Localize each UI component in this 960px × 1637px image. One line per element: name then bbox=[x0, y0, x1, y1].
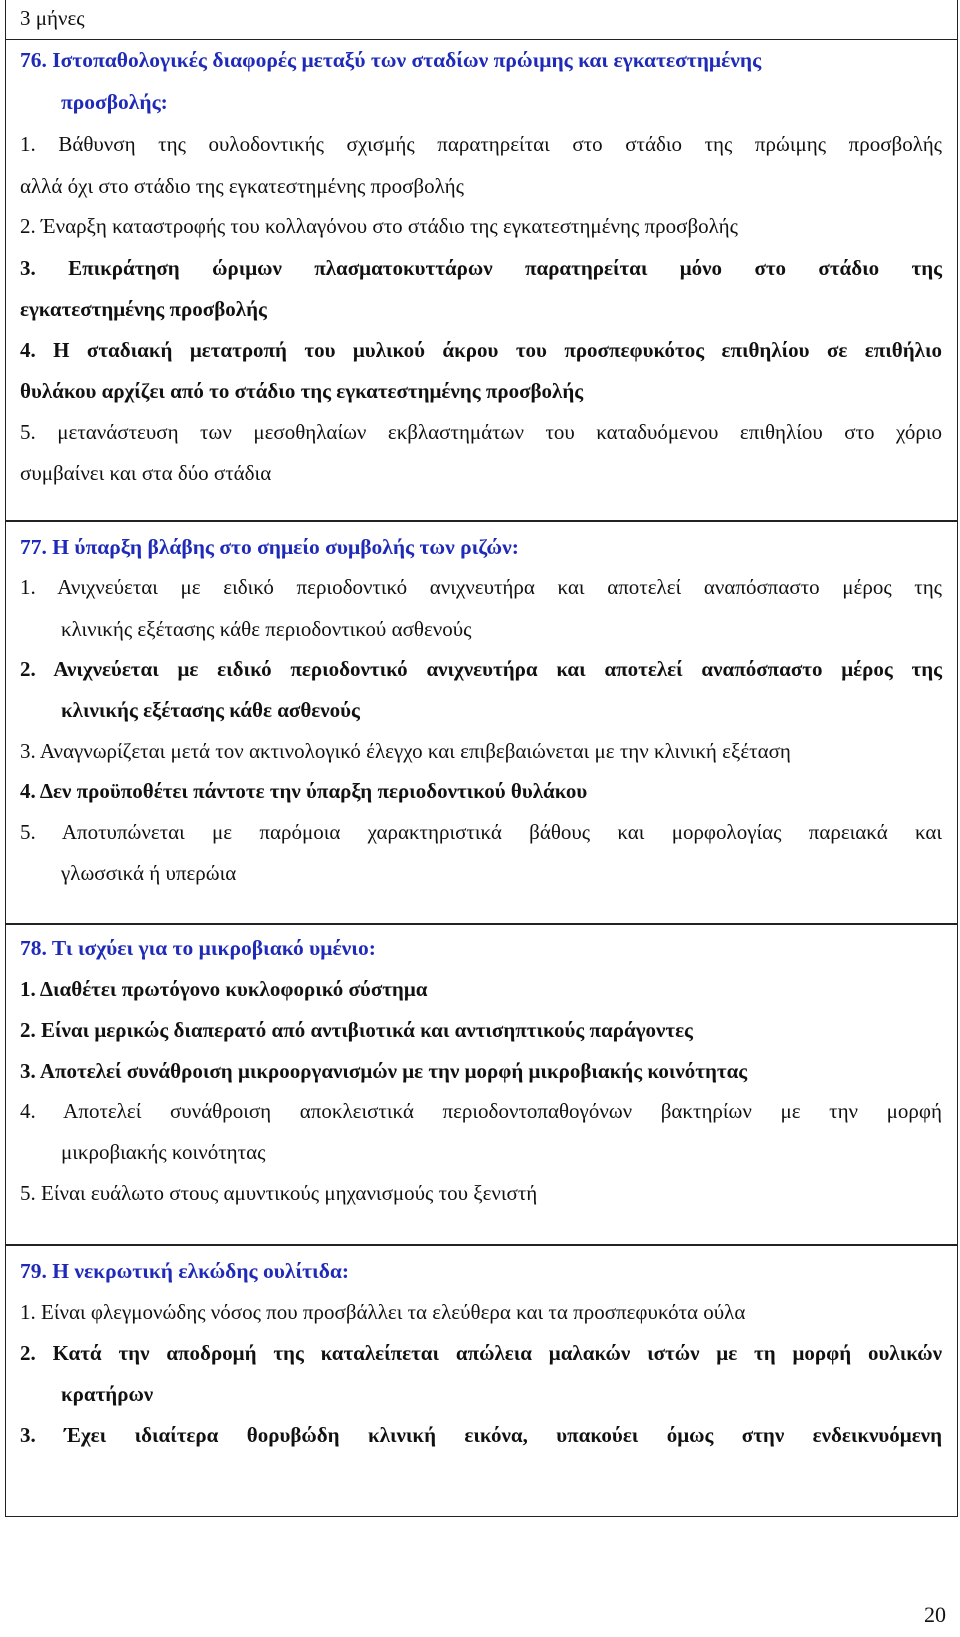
answer-option-3-continued: εγκατεστημένης προσβολής bbox=[20, 297, 267, 321]
answer-option-5-continued: συμβαίνει και στα δύο στάδια bbox=[20, 461, 272, 485]
answer-option-4-continued: θυλάκου αρχίζει από το στάδιο της εγκατεστημένης προσβολής bbox=[20, 379, 584, 403]
answer-option-4: 4. Δεν προϋποθέτει πάντοτε την ύπαρξη περιοδοντικού θυλάκου bbox=[20, 779, 588, 803]
question-box-76 bbox=[5, 0, 958, 521]
answer-option-5: 5. Είναι ευάλωτο στους αμυντικούς μηχανισμούς του ξενιστή bbox=[20, 1181, 538, 1205]
answer-option-5-continued: γλωσσικά ή υπερώια bbox=[61, 861, 237, 885]
answer-option-1: 1. Βάθυνση της ουλοδοντικής σχισμής παρατηρείται στο στάδιο της πρώιμης προσβολής bbox=[20, 132, 942, 156]
previous-answer-fragment: 3 μήνες bbox=[20, 6, 85, 30]
question-title: 77. Η ύπαρξη βλάβης στο σημείο συμβολής των ριζών: bbox=[20, 535, 519, 559]
question-title: 79. Η νεκρωτική ελκώδης ουλίτιδα: bbox=[20, 1259, 350, 1283]
answer-option-1: 1. Διαθέτει πρωτόγονο κυκλοφορικό σύστημα bbox=[20, 977, 428, 1001]
answer-option-2: 2. Κατά την αποδρομή της καταλείπεται απώλεια μαλακών ιστών με τη μορφή ουλικών bbox=[20, 1341, 942, 1365]
answer-option-2: 2. Είναι μερικώς διαπερατό από αντιβιοτικά και αντισηπτικούς παράγοντες bbox=[20, 1018, 693, 1042]
answer-option-3: 3. Αποτελεί συνάθροιση μικροοργανισμών με την μορφή μικροβιακής κοινότητας bbox=[20, 1059, 748, 1083]
question-box-79 bbox=[5, 1245, 958, 1517]
question-box-78 bbox=[5, 924, 958, 1245]
divider bbox=[6, 39, 957, 40]
answer-option-5: 5. Αποτυπώνεται με παρόμοια χαρακτηριστικά βάθους και μορφολογίας παρειακά και bbox=[20, 820, 942, 844]
answer-option-1-continued: κλινικής εξέτασης κάθε περιοδοντικού ασθενούς bbox=[61, 617, 472, 641]
answer-option-1-continued: αλλά όχι στο στάδιο της εγκατεστημένης προσβολής bbox=[20, 174, 464, 198]
page-number: 20 bbox=[924, 1602, 946, 1627]
answer-option-2-continued: κρατήρων bbox=[61, 1382, 154, 1406]
answer-option-5: 5. μετανάστευση των μεσοθηλαίων εκβλαστημάτων του καταδυόμενου επιθηλίου στο χόριο bbox=[20, 420, 942, 444]
answer-option-1: 1. Είναι φλεγμονώδης νόσος που προσβάλλει τα ελεύθερα και τα προσπεφυκότα ούλα bbox=[20, 1300, 746, 1324]
answer-option-2: 2. Ανιχνεύεται με ειδικό περιοδοντικό ανιχνευτήρα και αποτελεί αναπόσπαστο μέρος της bbox=[20, 657, 942, 681]
answer-option-3: 3. Επικράτηση ώριμων πλασματοκυττάρων παρατηρείται μόνο στο στάδιο της bbox=[20, 256, 942, 280]
question-box-77 bbox=[5, 521, 958, 924]
question-title-continued: προσβολής: bbox=[61, 90, 168, 114]
question-title: 78. Τι ισχύει για το μικροβιακό υμένιο: bbox=[20, 936, 376, 960]
answer-option-4: 4. Αποτελεί συνάθροιση αποκλειστικά περιοδοντοπαθογόνων βακτηρίων με την μορφή bbox=[20, 1099, 942, 1123]
answer-option-4-continued: μικροβιακής κοινότητας bbox=[61, 1140, 266, 1164]
question-title: 76. Ιστοπαθολογικές διαφορές μεταξύ των σταδίων πρώιμης και εγκατεστημένης bbox=[20, 48, 762, 72]
answer-option-2-continued: κλινικής εξέτασης κάθε ασθενούς bbox=[61, 698, 360, 722]
answer-option-3: 3. Αναγνωρίζεται μετά τον ακτινολογικό έλεγχο και επιβεβαιώνεται με την κλινική εξέταση bbox=[20, 739, 791, 763]
answer-option-3: 3. Έχει ιδιαίτερα θορυβώδη κλινική εικόνα, υπακούει όμως στην ενδεικνυόμενη bbox=[20, 1423, 942, 1447]
answer-option-2: 2. Έναρξη καταστροφής του κολλαγόνου στο στάδιο της εγκατεστημένης προσβολής bbox=[20, 214, 738, 238]
answer-option-4: 4. Η σταδιακή μετατροπή του μυλικού άκρου του προσπεφυκότος επιθηλίου σε επιθήλιο bbox=[20, 338, 942, 362]
answer-option-1: 1. Ανιχνεύεται με ειδικό περιοδοντικό ανιχνευτήρα και αποτελεί αναπόσπαστο μέρος της bbox=[20, 575, 942, 599]
